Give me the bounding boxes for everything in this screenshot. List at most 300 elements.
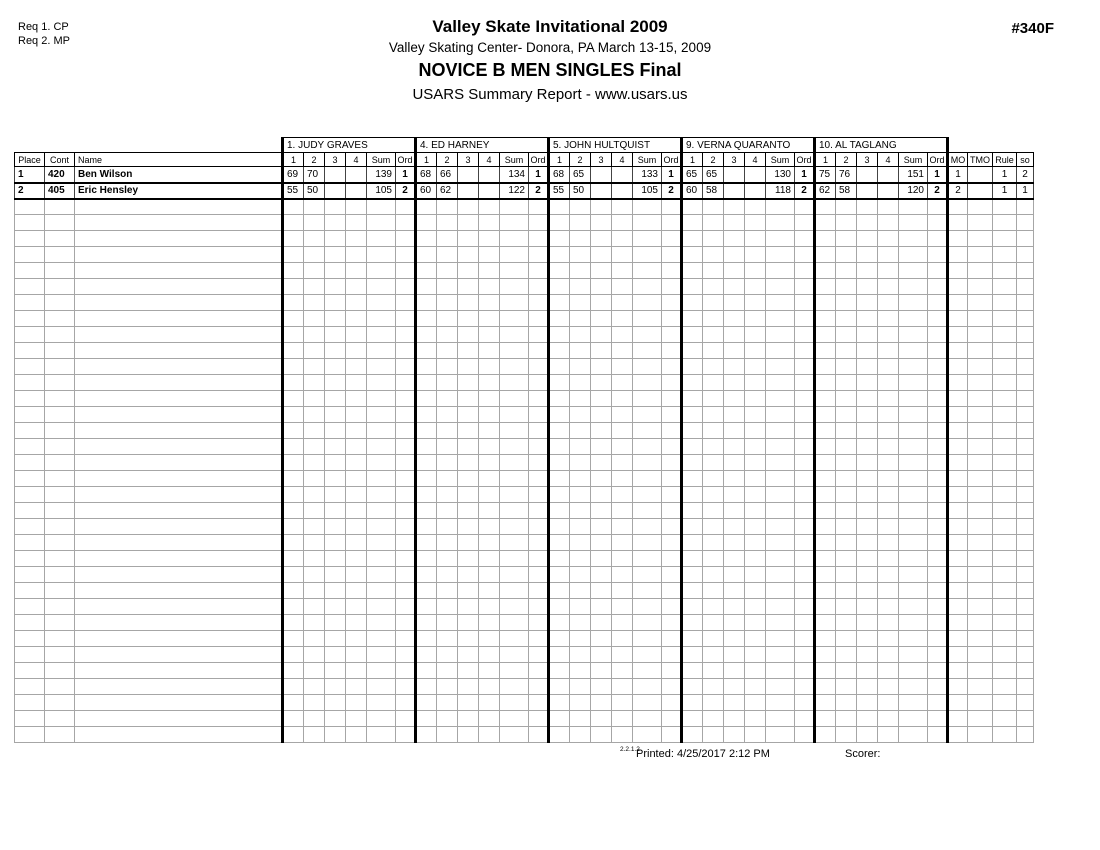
judge-name-3: 5. JOHN HULTQUIST — [549, 138, 682, 153]
mark-cell: 68 — [549, 167, 570, 183]
sum-cell: 120 — [899, 183, 928, 199]
empty-rule-cell — [993, 279, 1017, 295]
empty-cont-cell — [45, 679, 75, 695]
empty-mark-cell — [857, 359, 878, 375]
empty-mark-cell — [836, 375, 857, 391]
empty-mark-cell — [724, 551, 745, 567]
empty-ord-cell — [529, 279, 549, 295]
empty-mark-cell — [857, 663, 878, 679]
empty-tmo-cell — [968, 679, 993, 695]
empty-mo-cell — [948, 407, 968, 423]
empty-mark-cell — [745, 551, 766, 567]
empty-sum-cell — [633, 231, 662, 247]
empty-mark-cell — [703, 247, 724, 263]
empty-mark-cell — [458, 423, 479, 439]
empty-mark-cell — [437, 455, 458, 471]
name-cell: Eric Hensley — [75, 183, 283, 199]
empty-ord-cell — [396, 519, 416, 535]
empty-sum-cell — [500, 375, 529, 391]
empty-ord-cell — [662, 263, 682, 279]
empty-mark-cell — [815, 631, 836, 647]
empty-mark-cell — [437, 231, 458, 247]
empty-mark-cell — [549, 375, 570, 391]
empty-mark-cell — [304, 535, 325, 551]
empty-ord-cell — [396, 455, 416, 471]
empty-ord-cell — [662, 199, 682, 215]
mark-cell: 58 — [703, 183, 724, 199]
empty-mark-cell — [304, 439, 325, 455]
empty-mark-cell — [283, 279, 304, 295]
empty-mark-cell — [549, 487, 570, 503]
empty-mark-cell — [612, 439, 633, 455]
empty-mark-cell — [724, 711, 745, 727]
empty-rule-cell — [993, 199, 1017, 215]
empty-ord-cell — [795, 407, 815, 423]
empty-sum-cell — [633, 615, 662, 631]
score-table — [14, 137, 1034, 743]
empty-mark-cell — [878, 199, 899, 215]
empty-so-cell — [1017, 279, 1034, 295]
empty-sum-cell — [500, 727, 529, 743]
empty-cont-cell — [45, 695, 75, 711]
empty-mark-cell — [479, 423, 500, 439]
empty-mark-cell — [479, 663, 500, 679]
so-cell: 1 — [1017, 183, 1034, 199]
empty-sum-cell — [633, 439, 662, 455]
empty-mark-cell — [479, 503, 500, 519]
empty-mark-cell — [570, 471, 591, 487]
empty-mark-cell — [437, 295, 458, 311]
empty-name-cell — [75, 407, 283, 423]
empty-so-cell — [1017, 375, 1034, 391]
empty-mark-cell — [325, 199, 346, 215]
empty-sum-cell — [766, 359, 795, 375]
empty-mark-cell — [416, 215, 437, 231]
empty-mark-cell — [325, 295, 346, 311]
empty-mark-cell — [591, 327, 612, 343]
empty-mark-cell — [549, 519, 570, 535]
empty-mark-cell — [283, 567, 304, 583]
empty-sum-cell — [633, 487, 662, 503]
empty-tmo-cell — [968, 295, 993, 311]
empty-mark-cell — [591, 551, 612, 567]
empty-mark-cell — [703, 199, 724, 215]
empty-mark-cell — [325, 503, 346, 519]
empty-ord-cell — [529, 439, 549, 455]
empty-mark-cell — [815, 327, 836, 343]
empty-sum-cell — [633, 311, 662, 327]
empty-mark-cell — [836, 583, 857, 599]
empty-mark-cell — [724, 439, 745, 455]
empty-so-cell — [1017, 311, 1034, 327]
col-header-name: Name — [75, 153, 283, 167]
empty-ord-cell — [662, 247, 682, 263]
col-header-4-judge1: 4 — [346, 153, 367, 167]
empty-so-cell — [1017, 503, 1034, 519]
sum-cell: 105 — [633, 183, 662, 199]
empty-mark-cell — [612, 599, 633, 615]
empty-ord-cell — [928, 359, 948, 375]
mark-cell: 65 — [570, 167, 591, 183]
empty-sum-cell — [766, 391, 795, 407]
empty-mark-cell — [437, 551, 458, 567]
empty-mark-cell — [416, 263, 437, 279]
empty-mark-cell — [612, 503, 633, 519]
empty-sum-cell — [633, 679, 662, 695]
empty-rule-cell — [993, 311, 1017, 327]
empty-mark-cell — [612, 471, 633, 487]
empty-mark-cell — [703, 631, 724, 647]
empty-sum-cell — [367, 727, 396, 743]
empty-mark-cell — [479, 327, 500, 343]
empty-mark-cell — [416, 695, 437, 711]
empty-mark-cell — [703, 567, 724, 583]
empty-ord-cell — [795, 503, 815, 519]
empty-so-cell — [1017, 551, 1034, 567]
mark-cell — [325, 167, 346, 183]
empty-mark-cell — [857, 487, 878, 503]
empty-place-cell — [15, 215, 45, 231]
mark-cell: 68 — [416, 167, 437, 183]
empty-sum-cell — [899, 487, 928, 503]
empty-mo-cell — [948, 391, 968, 407]
empty-mark-cell — [591, 567, 612, 583]
empty-mark-cell — [612, 375, 633, 391]
printed-timestamp: Printed: 4/25/2017 2:12 PM — [636, 748, 770, 760]
empty-tmo-cell — [968, 327, 993, 343]
empty-mark-cell — [745, 727, 766, 743]
empty-mark-cell — [857, 727, 878, 743]
empty-mark-cell — [745, 567, 766, 583]
empty-rule-cell — [993, 407, 1017, 423]
empty-mark-cell — [724, 263, 745, 279]
empty-mark-cell — [857, 295, 878, 311]
empty-mark-cell — [857, 551, 878, 567]
empty-mark-cell — [479, 679, 500, 695]
empty-mark-cell — [703, 391, 724, 407]
empty-mark-cell — [304, 295, 325, 311]
empty-mark-cell — [857, 247, 878, 263]
empty-place-cell — [15, 375, 45, 391]
sum-cell: 133 — [633, 167, 662, 183]
empty-mark-cell — [458, 263, 479, 279]
empty-mark-cell — [458, 535, 479, 551]
empty-cont-cell — [45, 535, 75, 551]
empty-ord-cell — [529, 231, 549, 247]
col-header-cont: Cont — [45, 153, 75, 167]
mark-cell — [591, 167, 612, 183]
empty-mark-cell — [591, 407, 612, 423]
empty-sum-cell — [633, 535, 662, 551]
empty-mark-cell — [283, 519, 304, 535]
empty-mo-cell — [948, 279, 968, 295]
empty-mark-cell — [612, 567, 633, 583]
empty-sum-cell — [899, 615, 928, 631]
empty-sum-cell — [899, 343, 928, 359]
empty-mark-cell — [815, 615, 836, 631]
col-header-3-judge3: 3 — [591, 153, 612, 167]
empty-mark-cell — [612, 295, 633, 311]
empty-place-cell — [15, 391, 45, 407]
empty-mark-cell — [479, 263, 500, 279]
empty-ord-cell — [928, 647, 948, 663]
col-header-1-judge3: 1 — [549, 153, 570, 167]
empty-mark-cell — [878, 231, 899, 247]
col-header-2-judge5: 2 — [836, 153, 857, 167]
empty-so-cell — [1017, 295, 1034, 311]
empty-so-cell — [1017, 647, 1034, 663]
empty-mark-cell — [612, 663, 633, 679]
col-header-mo: MO — [948, 153, 968, 167]
empty-mark-cell — [703, 471, 724, 487]
empty-mark-cell — [612, 343, 633, 359]
empty-sum-cell — [766, 663, 795, 679]
empty-sum-cell — [500, 583, 529, 599]
empty-mark-cell — [682, 263, 703, 279]
empty-mark-cell — [703, 695, 724, 711]
empty-ord-cell — [396, 535, 416, 551]
empty-mark-cell — [304, 631, 325, 647]
empty-so-cell — [1017, 695, 1034, 711]
empty-rule-cell — [993, 455, 1017, 471]
empty-mark-cell — [283, 311, 304, 327]
empty-tmo-cell — [968, 471, 993, 487]
empty-sum-cell — [367, 423, 396, 439]
empty-sum-cell — [367, 439, 396, 455]
empty-mark-cell — [346, 407, 367, 423]
empty-mark-cell — [304, 503, 325, 519]
empty-mark-cell — [612, 487, 633, 503]
col-header-place: Place — [15, 153, 45, 167]
empty-mark-cell — [857, 567, 878, 583]
empty-mark-cell — [458, 647, 479, 663]
empty-mark-cell — [724, 343, 745, 359]
empty-mark-cell — [878, 519, 899, 535]
empty-ord-cell — [662, 695, 682, 711]
empty-mark-cell — [458, 295, 479, 311]
empty-ord-cell — [396, 487, 416, 503]
empty-mark-cell — [346, 487, 367, 503]
empty-mark-cell — [325, 567, 346, 583]
empty-mark-cell — [682, 727, 703, 743]
empty-mark-cell — [570, 231, 591, 247]
empty-mark-cell — [325, 599, 346, 615]
empty-sum-cell — [500, 567, 529, 583]
empty-name-cell — [75, 439, 283, 455]
empty-mark-cell — [283, 711, 304, 727]
empty-ord-cell — [795, 711, 815, 727]
empty-mark-cell — [815, 311, 836, 327]
empty-place-cell — [15, 551, 45, 567]
empty-mark-cell — [878, 343, 899, 359]
empty-ord-cell — [662, 663, 682, 679]
empty-tmo-cell — [968, 711, 993, 727]
empty-mark-cell — [682, 599, 703, 615]
empty-ord-cell — [795, 375, 815, 391]
empty-so-cell — [1017, 423, 1034, 439]
empty-mark-cell — [570, 407, 591, 423]
empty-mark-cell — [304, 327, 325, 343]
empty-sum-cell — [899, 439, 928, 455]
empty-tmo-cell — [968, 551, 993, 567]
empty-mark-cell — [570, 695, 591, 711]
empty-mark-cell — [836, 343, 857, 359]
empty-mark-cell — [682, 455, 703, 471]
empty-mark-cell — [304, 567, 325, 583]
empty-ord-cell — [795, 391, 815, 407]
mark-cell — [458, 183, 479, 199]
empty-mark-cell — [682, 423, 703, 439]
empty-name-cell — [75, 631, 283, 647]
empty-mark-cell — [682, 391, 703, 407]
empty-ord-cell — [795, 263, 815, 279]
empty-mark-cell — [346, 615, 367, 631]
empty-mark-cell — [836, 471, 857, 487]
empty-name-cell — [75, 215, 283, 231]
empty-ord-cell — [795, 567, 815, 583]
empty-mark-cell — [458, 199, 479, 215]
empty-mark-cell — [724, 199, 745, 215]
empty-so-cell — [1017, 455, 1034, 471]
empty-mark-cell — [304, 551, 325, 567]
empty-mark-cell — [836, 663, 857, 679]
empty-mo-cell — [948, 375, 968, 391]
empty-mark-cell — [703, 647, 724, 663]
mark-cell: 65 — [682, 167, 703, 183]
empty-ord-cell — [529, 455, 549, 471]
empty-mark-cell — [570, 487, 591, 503]
empty-sum-cell — [766, 583, 795, 599]
empty-ord-cell — [662, 551, 682, 567]
empty-sum-cell — [766, 327, 795, 343]
empty-mark-cell — [612, 231, 633, 247]
empty-mark-cell — [745, 583, 766, 599]
empty-mo-cell — [948, 199, 968, 215]
empty-sum-cell — [367, 199, 396, 215]
empty-sum-cell — [500, 407, 529, 423]
empty-mark-cell — [458, 487, 479, 503]
empty-mark-cell — [682, 567, 703, 583]
empty-mark-cell — [283, 327, 304, 343]
empty-mark-cell — [437, 279, 458, 295]
empty-cont-cell — [45, 247, 75, 263]
empty-mark-cell — [591, 647, 612, 663]
empty-place-cell — [15, 679, 45, 695]
empty-mark-cell — [304, 247, 325, 263]
empty-mark-cell — [836, 615, 857, 631]
empty-mark-cell — [437, 583, 458, 599]
empty-sum-cell — [766, 535, 795, 551]
empty-ord-cell — [928, 199, 948, 215]
mark-cell — [857, 167, 878, 183]
empty-mo-cell — [948, 663, 968, 679]
empty-ord-cell — [795, 327, 815, 343]
empty-mark-cell — [346, 583, 367, 599]
mark-cell — [479, 183, 500, 199]
empty-mark-cell — [724, 487, 745, 503]
mo-cell: 1 — [948, 167, 968, 183]
empty-ord-cell — [396, 503, 416, 519]
empty-mark-cell — [857, 231, 878, 247]
empty-mark-cell — [703, 343, 724, 359]
mark-cell — [878, 167, 899, 183]
empty-mark-cell — [346, 551, 367, 567]
empty-ord-cell — [529, 631, 549, 647]
empty-mark-cell — [815, 359, 836, 375]
empty-ord-cell — [795, 519, 815, 535]
empty-mark-cell — [724, 695, 745, 711]
empty-mark-cell — [836, 503, 857, 519]
empty-mark-cell — [304, 519, 325, 535]
empty-sum-cell — [766, 263, 795, 279]
empty-mark-cell — [682, 647, 703, 663]
empty-ord-cell — [529, 679, 549, 695]
empty-mark-cell — [346, 503, 367, 519]
place-cell: 1 — [15, 167, 45, 183]
empty-so-cell — [1017, 599, 1034, 615]
empty-sum-cell — [899, 215, 928, 231]
empty-mark-cell — [836, 535, 857, 551]
empty-mark-cell — [479, 391, 500, 407]
empty-mark-cell — [437, 375, 458, 391]
empty-sum-cell — [633, 215, 662, 231]
empty-mark-cell — [724, 215, 745, 231]
empty-mark-cell — [682, 631, 703, 647]
empty-mark-cell — [682, 503, 703, 519]
empty-tmo-cell — [968, 215, 993, 231]
empty-mark-cell — [416, 423, 437, 439]
empty-mark-cell — [325, 471, 346, 487]
empty-mark-cell — [815, 391, 836, 407]
empty-cont-cell — [45, 279, 75, 295]
empty-mark-cell — [479, 455, 500, 471]
empty-mo-cell — [948, 423, 968, 439]
empty-sum-cell — [633, 359, 662, 375]
empty-place-cell — [15, 711, 45, 727]
empty-mark-cell — [724, 567, 745, 583]
empty-mark-cell — [549, 551, 570, 567]
empty-mark-cell — [416, 599, 437, 615]
empty-mark-cell — [857, 535, 878, 551]
empty-mark-cell — [304, 727, 325, 743]
empty-sum-cell — [633, 631, 662, 647]
empty-ord-cell — [529, 391, 549, 407]
empty-mark-cell — [703, 231, 724, 247]
empty-ord-cell — [928, 343, 948, 359]
empty-mark-cell — [815, 567, 836, 583]
empty-sum-cell — [500, 487, 529, 503]
mark-cell: 69 — [283, 167, 304, 183]
mark-cell — [612, 167, 633, 183]
empty-place-cell — [15, 359, 45, 375]
col-header-1-judge5: 1 — [815, 153, 836, 167]
empty-ord-cell — [662, 215, 682, 231]
empty-cont-cell — [45, 391, 75, 407]
empty-mark-cell — [682, 583, 703, 599]
empty-rule-cell — [993, 599, 1017, 615]
empty-mark-cell — [878, 663, 899, 679]
empty-mark-cell — [703, 455, 724, 471]
empty-mark-cell — [416, 199, 437, 215]
empty-sum-cell — [766, 631, 795, 647]
empty-mark-cell — [304, 311, 325, 327]
empty-mark-cell — [703, 519, 724, 535]
empty-name-cell — [75, 567, 283, 583]
empty-so-cell — [1017, 487, 1034, 503]
empty-rule-cell — [993, 439, 1017, 455]
empty-mark-cell — [703, 503, 724, 519]
empty-mark-cell — [416, 535, 437, 551]
